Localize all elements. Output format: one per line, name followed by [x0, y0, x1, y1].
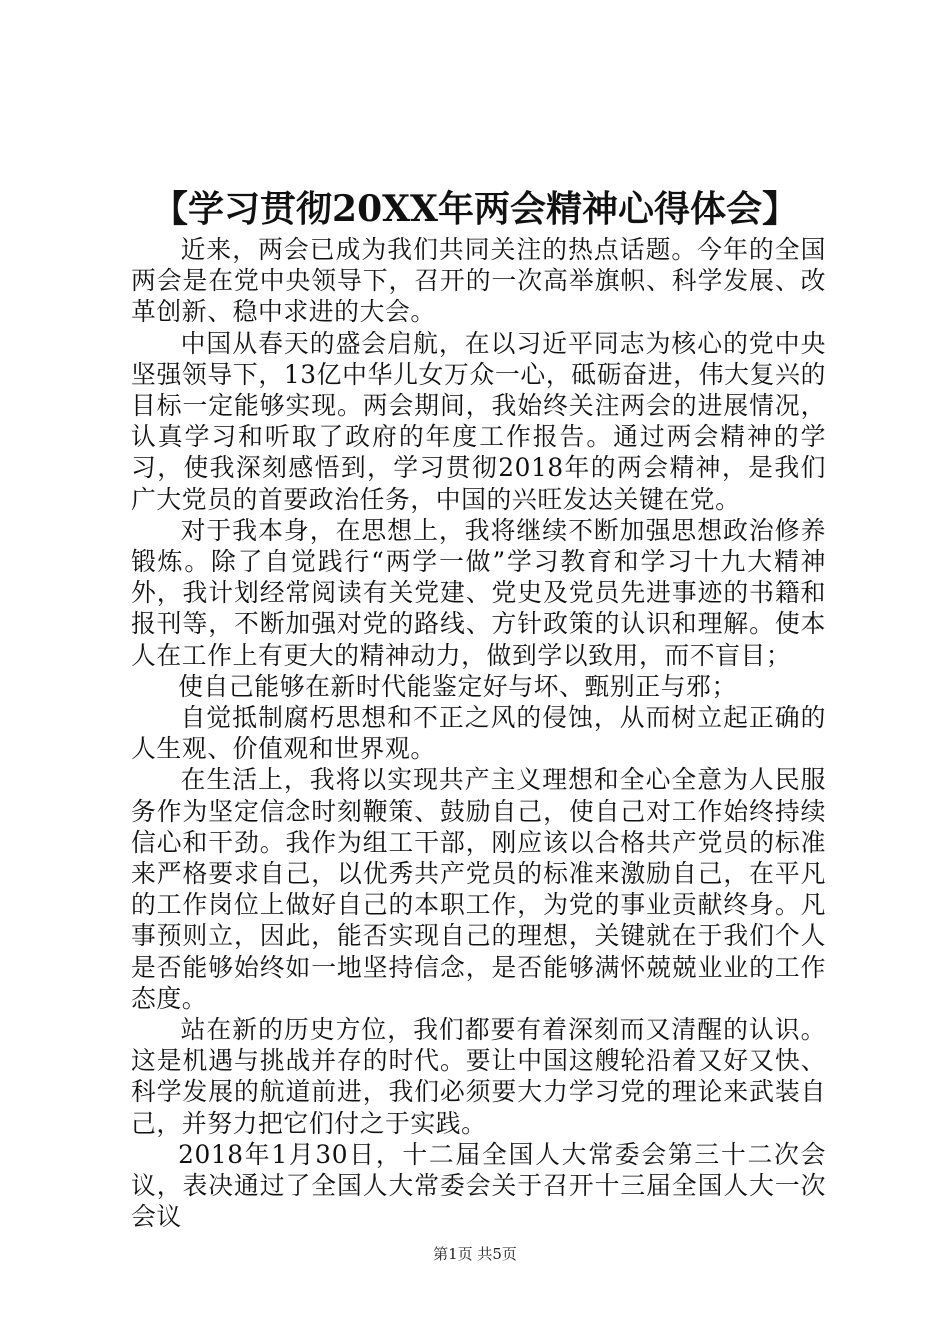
document-body	[131, 234, 826, 1233]
paragraph-7: 站在新的历史方位，我们都要有着深刻而又清醒的认识。这是机遇与挑战并存的时代。要让中国这艘轮沿着又好又快、科学发展的航道前进，我们必须要大力学习党的理论来武装自己，并努力把它们付之于实践。	[131, 1015, 826, 1138]
paragraph-2: 中国从春天的盛会启航，在以习近平同志为核心的党中央坚强领导下，13亿中华儿女万众一心，砥砺奋进，伟大复兴的目标一定能够实现。两会期间，我始终关注两会的进展情况，认真学习和听取了政府的年度工作报告。通过两会精神的学习，使我深刻感悟到，学习贯彻2018年的两会精神，是我们广大党员的首要政治任务，中国的兴旺发达关键在党。	[131, 328, 826, 514]
paragraph-6: 在生活上，我将以实现共产主义理想和全心全意为人民服务作为坚定信念时刻鞭策、鼓励自己，使自己对工作始终持续信心和干劲。我作为组工干部，刚应该以合格共产党员的标准来严格要求自己，以优秀共产党员的标准来激励自己，在平凡的工作岗位上做好自己的本职工作，为党的事业贡献终身。凡事预则立，因此，能否实现自己的理想，关键就在于我们个人是否能够始终如一地坚持信念，是否能够满怀兢兢业业的工作态度。	[131, 765, 826, 1013]
paragraph-3: 对于我本身，在思想上，我将继续不断加强思想政治修养锻炼。除了自觉践行“两学一做”学习教育和学习十九大精神外，我计划经常阅读有关党建、党史及党员先进事迹的书籍和报刊等，不断加强对党的路线、方针政策的认识和理解。使本人在工作上有更大的精神动力，做到学以致用，而不盲目；	[131, 515, 826, 670]
document-title: 【学习贯彻20XX年两会精神心得体会】	[152, 188, 798, 230]
paragraph-4: 使自己能够在新时代能鉴定好与坏、甄别正与邪；	[178, 671, 737, 701]
paragraph-8: 2018年1月30日，十二届全国人大常委会第三十二次会议，表决通过了全国人大常委会关于召开十三届全国人大一次会议	[131, 1139, 826, 1232]
paragraph-1: 近来，两会已成为我们共同关注的热点话题。今年的全国两会是在党中央领导下，召开的一次高举旗帜、科学发展、改革创新、稳中求进的大会。	[131, 235, 826, 327]
page-footer: 第1页 共5页	[433, 1245, 517, 1263]
paragraph-5: 自觉抵制腐朽思想和不正之风的侵蚀，从而树立起正确的人生观、价值观和世界观。	[131, 703, 826, 764]
